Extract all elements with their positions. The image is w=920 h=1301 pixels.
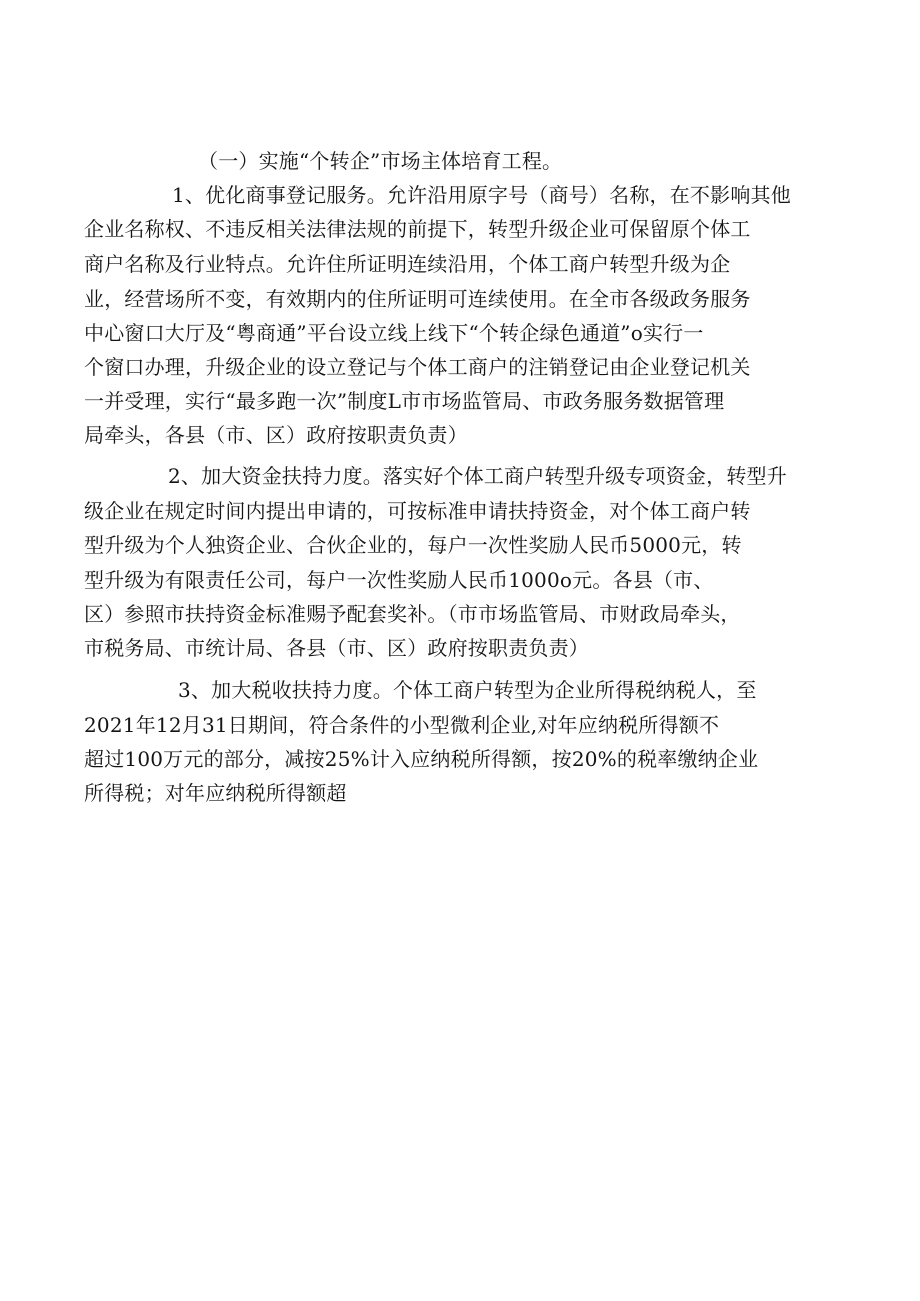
paragraph-3-line-2: 2021年12月31日期间，符合条件的小型微利企业,对年应纳税所得额不	[84, 713, 720, 737]
paragraph-1-line-3: 商户名称及行业特点。允许住所证明连续沿用，个体工商户转型升级为企	[84, 252, 731, 276]
paragraph-1-line-6: 个窗口办理，升级企业的设立登记与个体工商户的注销登记由企业登记机关	[84, 355, 751, 379]
paragraph-2-line-5: 区）参照市扶持资金标准赐予配套奖补。（市市场监管局、市财政局牵头，	[84, 602, 741, 626]
paragraph-2-line-2: 级企业在规定时间内提出申请的，可按标准申请扶持资金，对个体工商户转	[84, 499, 751, 523]
paragraph-2-line-4: 型升级为有限责任公司，每户一次性奖励人民币1000o元。各县（市、	[84, 568, 714, 592]
paragraph-2-line-3: 型升级为个人独资企业、合伙企业的，每户一次性奖励人民币5000元，转	[84, 533, 742, 557]
paragraph-3-line-4: 所得税；对年应纳税所得额超	[84, 781, 347, 805]
paragraph-2-line-1: 2、加大资金扶持力度。落实好个体工商户转型升级专项资金，转型升	[168, 464, 787, 488]
paragraph-2-line-6: 市税务局、市统计局、各县（市、区）政府按职责负责）	[84, 636, 589, 660]
paragraph-1-line-7: 一并受理，实行“最多跑一次”制度L市市场监管局、市政务服务数据管理	[84, 389, 725, 413]
paragraph-1-line-5: 中心窗口大厅及“粤商通”平台设立线上线下“个转企绿色通道”o实行一	[84, 321, 704, 345]
section-heading: （一）实施“个转企”市场主体培育工程。	[198, 149, 563, 173]
paragraph-1-line-4: 业，经营场所不变，有效期内的住所证明可连续使用。在全市各级政务服务	[84, 287, 751, 311]
paragraph-1-line-8: 局牵头，各县（市、区）政府按职责负责）	[84, 423, 468, 447]
paragraph-3-line-1: 3、加大税收扶持力度。个体工商户转型为企业所得税纳税人，至	[178, 678, 757, 702]
paragraph-3-line-3: 超过100万元的部分，减按25%计入应纳税所得额，按20%的税率缴纳企业	[84, 747, 759, 771]
paragraph-1-line-1: 1、优化商事登记服务。允许沿用原字号（商号）名称，在不影响其他	[172, 183, 791, 207]
paragraph-1-line-2: 企业名称权、不违反相关法律法规的前提下，转型升级企业可保留原个体工	[84, 217, 751, 241]
